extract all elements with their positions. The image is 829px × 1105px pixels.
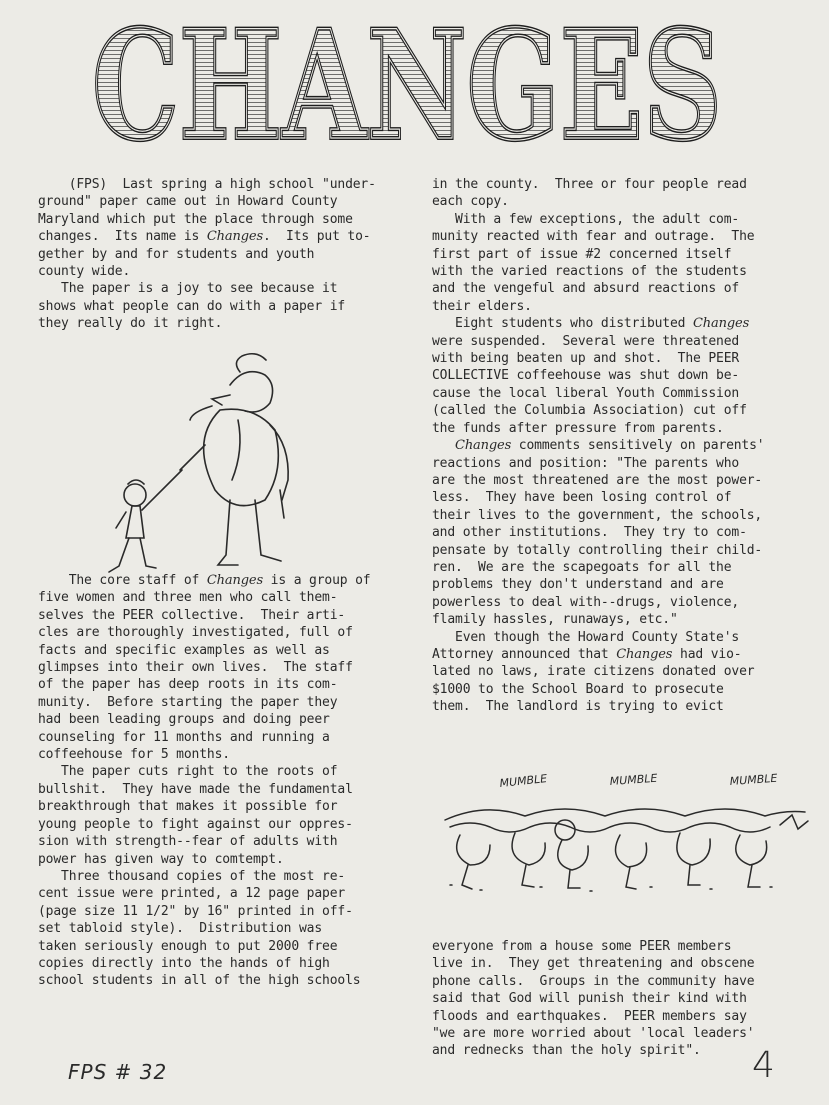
page-number: 4 [752, 1045, 775, 1086]
illustration-mumbling-crowd [440, 765, 810, 900]
text-line: are the most threatened are the most power- [432, 472, 763, 488]
text-line: with being beaten up and shot. The PEER [432, 351, 740, 367]
article-column-left-top [38, 176, 376, 333]
article-column-left-bottom [38, 572, 370, 990]
text-line: pensate by totally controlling their child- [432, 542, 763, 558]
text-line: Attorney announced that Changes had vio- [432, 646, 742, 662]
text-line: each copy. [432, 194, 509, 210]
text-line: first part of issue #2 concerned itself [432, 246, 732, 262]
text-line: floods and earthquakes. PEER members say [432, 1008, 747, 1024]
text-line: and other institutions. They try to com- [432, 525, 747, 541]
text-line: were suspended. Several were threatened [432, 333, 740, 349]
cartoon-word-3: MUMBLE [729, 771, 778, 788]
text-line: selves the PEER collective. Their arti- [38, 607, 346, 623]
text-line: cles are thoroughly investigated, full of [38, 625, 353, 641]
text-line: munity reacted with fear and outrage. The [432, 229, 755, 245]
text-line: shows what people can do with a paper if [38, 298, 346, 314]
text-line: cause the local liberal Youth Commission [432, 385, 740, 401]
text-line: Three thousand copies of the most re- [38, 868, 346, 884]
text-line: taken seriously enough to put 2000 free [38, 938, 338, 954]
text-line: county wide. [38, 264, 131, 280]
text-line: powerless to deal with--drugs, violence, [432, 594, 740, 610]
text-line: coffeehouse for 5 months. [38, 747, 230, 763]
text-line: changes. Its name is Changes. Its put to- [38, 229, 371, 245]
article-column-right-top [432, 176, 764, 716]
issue-label: FPS # 32 [68, 1060, 168, 1084]
text-line: Maryland which put the place through some [38, 211, 353, 227]
text-line: school students in all of the high schools [38, 973, 361, 989]
text-line: had been leading groups and doing peer [38, 712, 330, 728]
text-line: facts and specific examples as well as [38, 642, 330, 658]
text-line: counseling for 11 months and running a [38, 729, 330, 745]
text-line: sion with strength--fear of adults with [38, 834, 338, 850]
text-line: COLLECTIVE coffeehouse was shut down be- [432, 368, 740, 384]
text-line: and the vengeful and absurd reactions of [432, 281, 740, 297]
text-line: set tabloid style). Distribution was [38, 921, 323, 937]
text-line: less. They have been losing control of [432, 490, 732, 506]
text-line: With a few exceptions, the adult com- [432, 211, 740, 227]
text-line: young people to fight against our oppres- [38, 816, 353, 832]
text-line: gether by and for students and youth [38, 246, 315, 262]
text-line: reactions and position: "The parents who [432, 455, 740, 471]
text-line: cent issue were printed, a 12 page paper [38, 886, 346, 902]
text-line: everyone from a house some PEER members [432, 939, 732, 954]
text-line: with the varied reactions of the students [432, 264, 747, 280]
cartoon-word-1: MUMBLE [498, 772, 548, 790]
text-line: they really do it right. [38, 316, 223, 332]
text-line: said that God will punish their kind with [432, 991, 747, 1007]
text-line: glimpses into their own lives. The staff [38, 660, 353, 676]
text-line: "we are more worried about 'local leaders' [432, 1026, 755, 1042]
illustration-adult-and-child [80, 350, 320, 580]
text-line: The paper is a joy to see because it [38, 281, 338, 297]
text-line: of the paper has deep roots in its com- [38, 677, 338, 693]
text-line: problems they don't understand and are [432, 577, 724, 593]
cartoon-word-2: MUMBLE [609, 771, 658, 788]
masthead-title-inline: CHANGES [92, 10, 722, 160]
text-line: their lives to the government, the schools, [432, 507, 763, 523]
text-line: their elders. [432, 298, 532, 314]
text-line: The core staff of Changes is a group of [38, 573, 371, 588]
text-line: Even though the Howard County State's [432, 629, 740, 645]
text-line: (page size 11 1/2" by 16" printed in off- [38, 903, 353, 919]
text-line: ren. We are the scapegoats for all the [432, 559, 732, 575]
masthead [85, 10, 730, 160]
text-line: Eight students who distributed Changes [432, 316, 750, 332]
masthead-title: CHANGES [92, 10, 722, 160]
text-line: power has given way to comtempt. [38, 851, 284, 867]
text-line: the funds after pressure from parents. [432, 420, 724, 436]
text-line: lated no laws, irate citizens donated over [432, 664, 755, 680]
text-line: $1000 to the School Board to prosecute [432, 681, 724, 697]
text-line: munity. Before starting the paper they [38, 694, 338, 710]
text-line: (FPS) Last spring a high school "under- [38, 177, 376, 192]
text-line: them. The landlord is trying to evict [432, 699, 724, 715]
text-line: in the county. Three or four people read [432, 177, 747, 192]
text-line: live in. They get threatening and obscene [432, 956, 755, 972]
masthead-logo [85, 10, 730, 160]
text-line: copies directly into the hands of high [38, 955, 330, 971]
text-line: and rednecks than the holy spirit". [432, 1043, 701, 1059]
text-line: The paper cuts right to the roots of [38, 764, 338, 780]
text-line: ground" paper came out in Howard County [38, 194, 338, 210]
text-line: Changes comments sensitively on parents' [455, 438, 765, 454]
text-line: five women and three men who call them- [38, 590, 338, 606]
article-column-right-bottom [432, 938, 754, 1060]
text-line: (called the Columbia Association) cut off [432, 403, 747, 419]
text-line: phone calls. Groups in the community have [432, 973, 755, 989]
text-line: bullshit. They have made the fundamental [38, 781, 353, 797]
text-line: breakthrough that makes it possible for [38, 799, 338, 815]
text-line: flamily hassles, runaways, etc." [432, 612, 678, 628]
